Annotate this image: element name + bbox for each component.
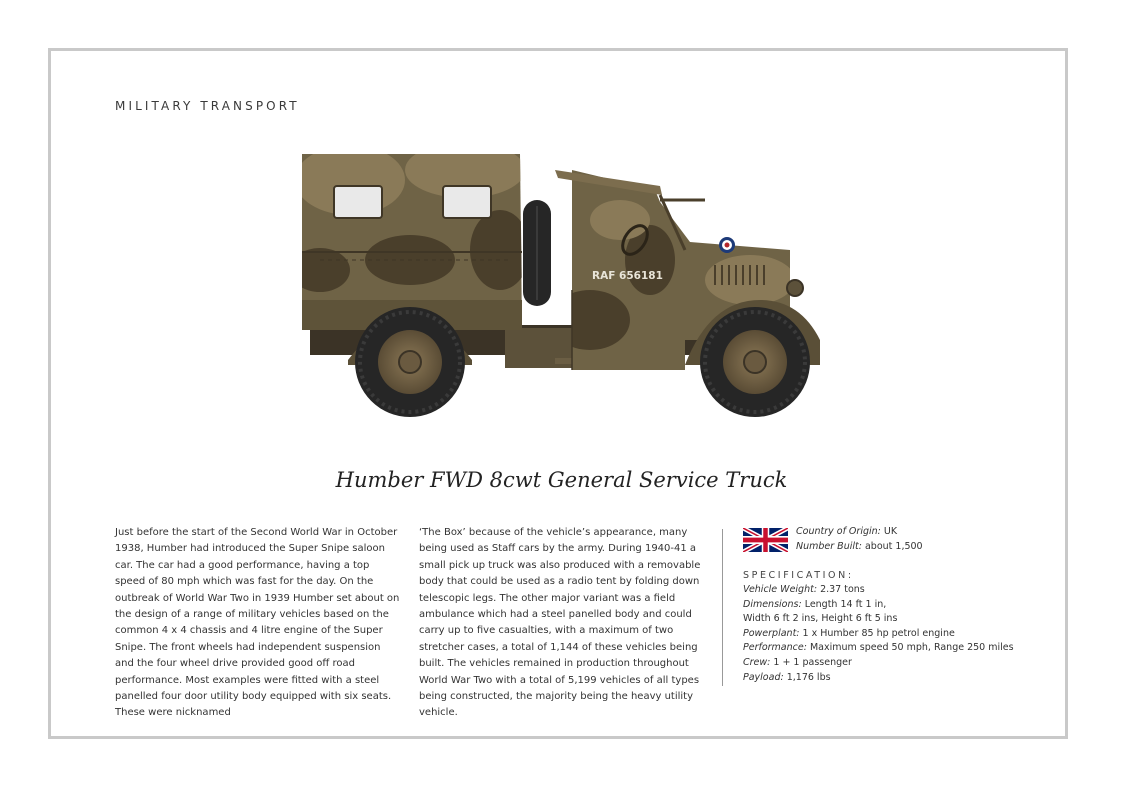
- rear-wheel: [355, 307, 465, 417]
- column-divider: [722, 529, 723, 686]
- number-built: Number Built: about 1,500: [796, 540, 923, 552]
- category-label: MILITARY TRANSPORT: [115, 99, 300, 113]
- uk-flag-icon: [743, 528, 788, 552]
- spec-payload: Payload: 1,176 lbs: [743, 671, 831, 683]
- description-column-2: [419, 525, 705, 722]
- spec-crew: Crew: 1 + 1 passenger: [743, 656, 852, 668]
- spec-dimensions-cont: Width 6 ft 2 ins, Height 6 ft 5 ins: [743, 613, 898, 625]
- spec-dimensions: Dimensions: Length 14 ft 1 in,: [743, 598, 887, 610]
- spec-weight: Vehicle Weight: 2.37 tons: [743, 584, 865, 595]
- description-text-1: Just before the start of the Second World War in October 1938, Humber had introduced the Super Snipe saloon car. The car had a good performance, having a top speed of 80 mph which was fast for the day. On the outbreak of World War Two in 1939 Humber set about on the design of a range of military vehicles based on the common 4 x 4 chassis and 4 litre engine of the Super Snipe. The front wheels had independent suspension and the four wheel drive provided good off road performance. Most examples were fitted with a steel panelled four door utility body equipped with six seats. These were nicknamed: [115, 527, 400, 719]
- truck-illustration: [290, 140, 835, 425]
- description-text-2: ‘The Box’ because of the vehicle’s appearance, many being used as Staff cars by the army. During 1940-41 a small pick up truck was also produced with a removable body that could be used as a radio tent by folding down telescopic legs. The other major variant was a field ambulance which had a steel panelled body and could carry up to five casualties, with a maximum of two stretcher cases, a total of 1,144 of these vehicles being built. The vehicles remained in production throughout World War Two with a total of 5,199 vehicles of all types being constructed, the majority being the heavy utility vehicle.: [419, 527, 701, 719]
- specification-heading: SPECIFICATION:: [743, 570, 854, 581]
- canopy-window-rear: [334, 186, 382, 218]
- spec-performance: Performance: Maximum speed 50 mph, Range 250 miles: [743, 642, 1014, 654]
- country-of-origin: Country of Origin: UK: [796, 526, 898, 537]
- specification-list: [743, 583, 1014, 685]
- spec-powerplant: Powerplant: 1 x Humber 85 hp petrol engine: [743, 627, 955, 639]
- rear-canopy: [290, 142, 530, 330]
- canopy-window-front: [443, 186, 491, 218]
- description-column-1: [115, 525, 402, 722]
- front-wheel: [700, 307, 810, 417]
- registration-number: RAF 656181: [592, 270, 663, 282]
- vehicle-title: Humber FWD 8cwt General Service Truck: [335, 468, 788, 492]
- origin-info: [796, 525, 923, 554]
